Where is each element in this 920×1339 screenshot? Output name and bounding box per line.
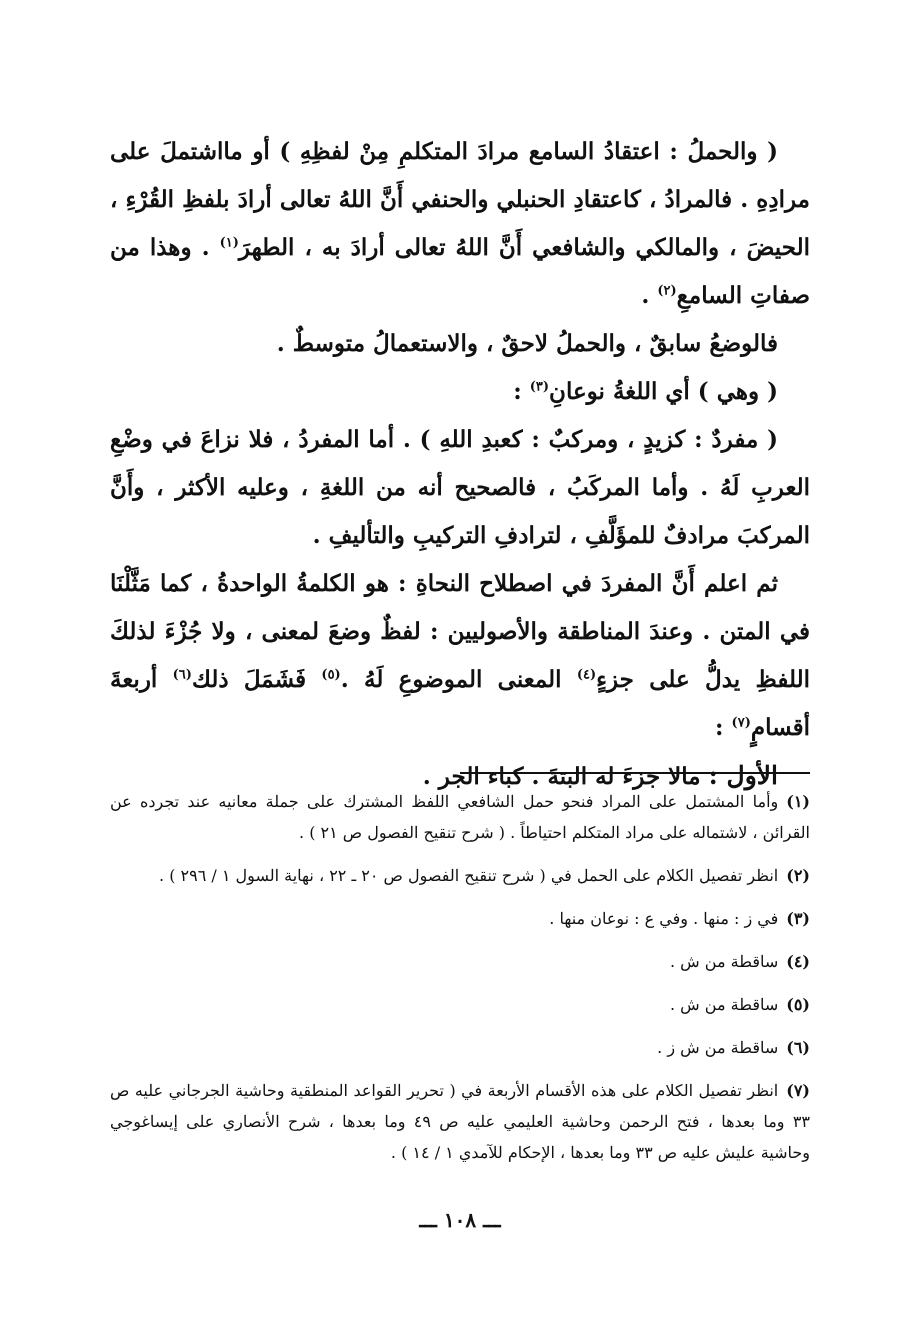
footnote-1: (١)وأما المشتمل على المراد فنحو حمل الشافعي اللفظ المشترك على جملة معانيه عند تجرده عن القرائن ، لاشتماله على مراد المتكلم احتياطاً . ( شرح تنقيح الفصول ص ٢١ ) . <box>110 792 810 842</box>
footnotes <box>110 786 810 1180</box>
footnote-ref-1[interactable]: (١) <box>219 235 239 251</box>
section-heading-first: الأول : <box>708 761 778 790</box>
footnote-ref-6[interactable]: (٦) <box>172 667 192 683</box>
footnote-5: (٥)ساقطة من ش . <box>669 995 810 1014</box>
paragraph-3: ( وهي ) أي اللغةُ نوعانِ$^{(٣)}$ : <box>513 378 778 405</box>
footnote-4: (٤)ساقطة من ش . <box>669 952 810 971</box>
paragraph-6: الأول : مالا جزءَ له البتةَ . كباء الجر . <box>422 761 778 790</box>
footnote-3: (٣)في ز : منها . وفي ع : نوعان منها . <box>549 909 810 928</box>
footnote-ref-3[interactable]: (٣) <box>529 379 550 395</box>
footnote-ref-2[interactable]: (٢) <box>657 283 677 299</box>
paragraph-5: ثم اعلم أَنَّ المفردَ في اصطلاح النحاةِ : هو الكلمةُ الواحدةُ ، كما مَثَّلْنَا في المتن . وعندَ المناطقة والأصوليين : لفظٌ وضعَ لمعنى ، ولا جُزْءَ لذلكَ اللفظِ يدلُّ على جزءٍ$^{(٤)}$ المعنى الموضوعِ لَهُ .$^{(٥)}$ فَشَمَلَ ذلك$^{(٦)}$ أربعةَ أقسامٍ$^{(٧)}$ : <box>110 570 810 741</box>
paragraph-1: ( والحملُ : اعتقادُ السامع مرادَ المتكلمِ مِنْ لفظِهِ ) أو مااشتملَ على مرادِهِ . فالمرادُ ، كاعتقادِ الحنبلي والحنفي أَنَّ اللهُ تعالى أرادَ بلفظِ القُرْءِ ، الحيضَ ، والمالكي والشافعي أَنَّ اللهُ تعالى أرادَ به ، الطهرَ$^{(١)}$ . وهذا من صفاتِ السامعِ$^{(٢)}$ . <box>110 138 810 309</box>
paragraph-2: فالوضعُ سابقٌ ، والحملُ لاحقٌ ، والاستعمالُ متوسطٌ . <box>276 330 778 357</box>
footnote-2: (٢)انظر تفصيل الكلام على الحمل في ( شرح تنقيح الفصول ص ٢٠ ـ ٢٢ ، نهاية السول ١ / ٢٩٦ ) . <box>159 866 810 885</box>
page-number: ـــ ١٠٨ ـــ <box>419 1208 501 1232</box>
footnote-ref-4[interactable]: (٤) <box>576 667 597 683</box>
footnote-divider <box>460 772 810 774</box>
footnote-ref-5[interactable]: (٥) <box>321 667 341 683</box>
paragraph-4: ( مفردٌ : كزيدٍ ، ومركبٌ : كعبدِ اللهِ ) . أما المفردُ ، فلا نزاعَ في وضْعِ العربِ لَهُ . وأما المركَبُ ، فالصحيح أنه من اللغةِ ، وعليه الأكثر ، وأَنَّ المركبَ مرادفٌ للمؤَلَّفِ ، لترادفِ التركيبِ والتأليفِ . <box>110 426 810 549</box>
footnote-7: (٧)انظر تفصيل الكلام على هذه الأقسام الأربعة في ( تحرير القواعد المنطقية وحاشية الجرجاني عليه ص ٣٣ وما بعدها ، فتح الرحمن وحاشية العليمي عليه ص ٤٩ وما بعدها ، شرح الأنصاري على إيساغوجي وحاشية عليش عليه ص ٣٣ وما بعدها ، الإحكام للآمدي ١ / ١٤ ) . <box>110 1081 810 1162</box>
main-text <box>110 128 810 801</box>
footnote-6: (٦)ساقطة من ش ز . <box>657 1038 810 1057</box>
footnote-ref-7[interactable]: (٧) <box>731 715 751 731</box>
